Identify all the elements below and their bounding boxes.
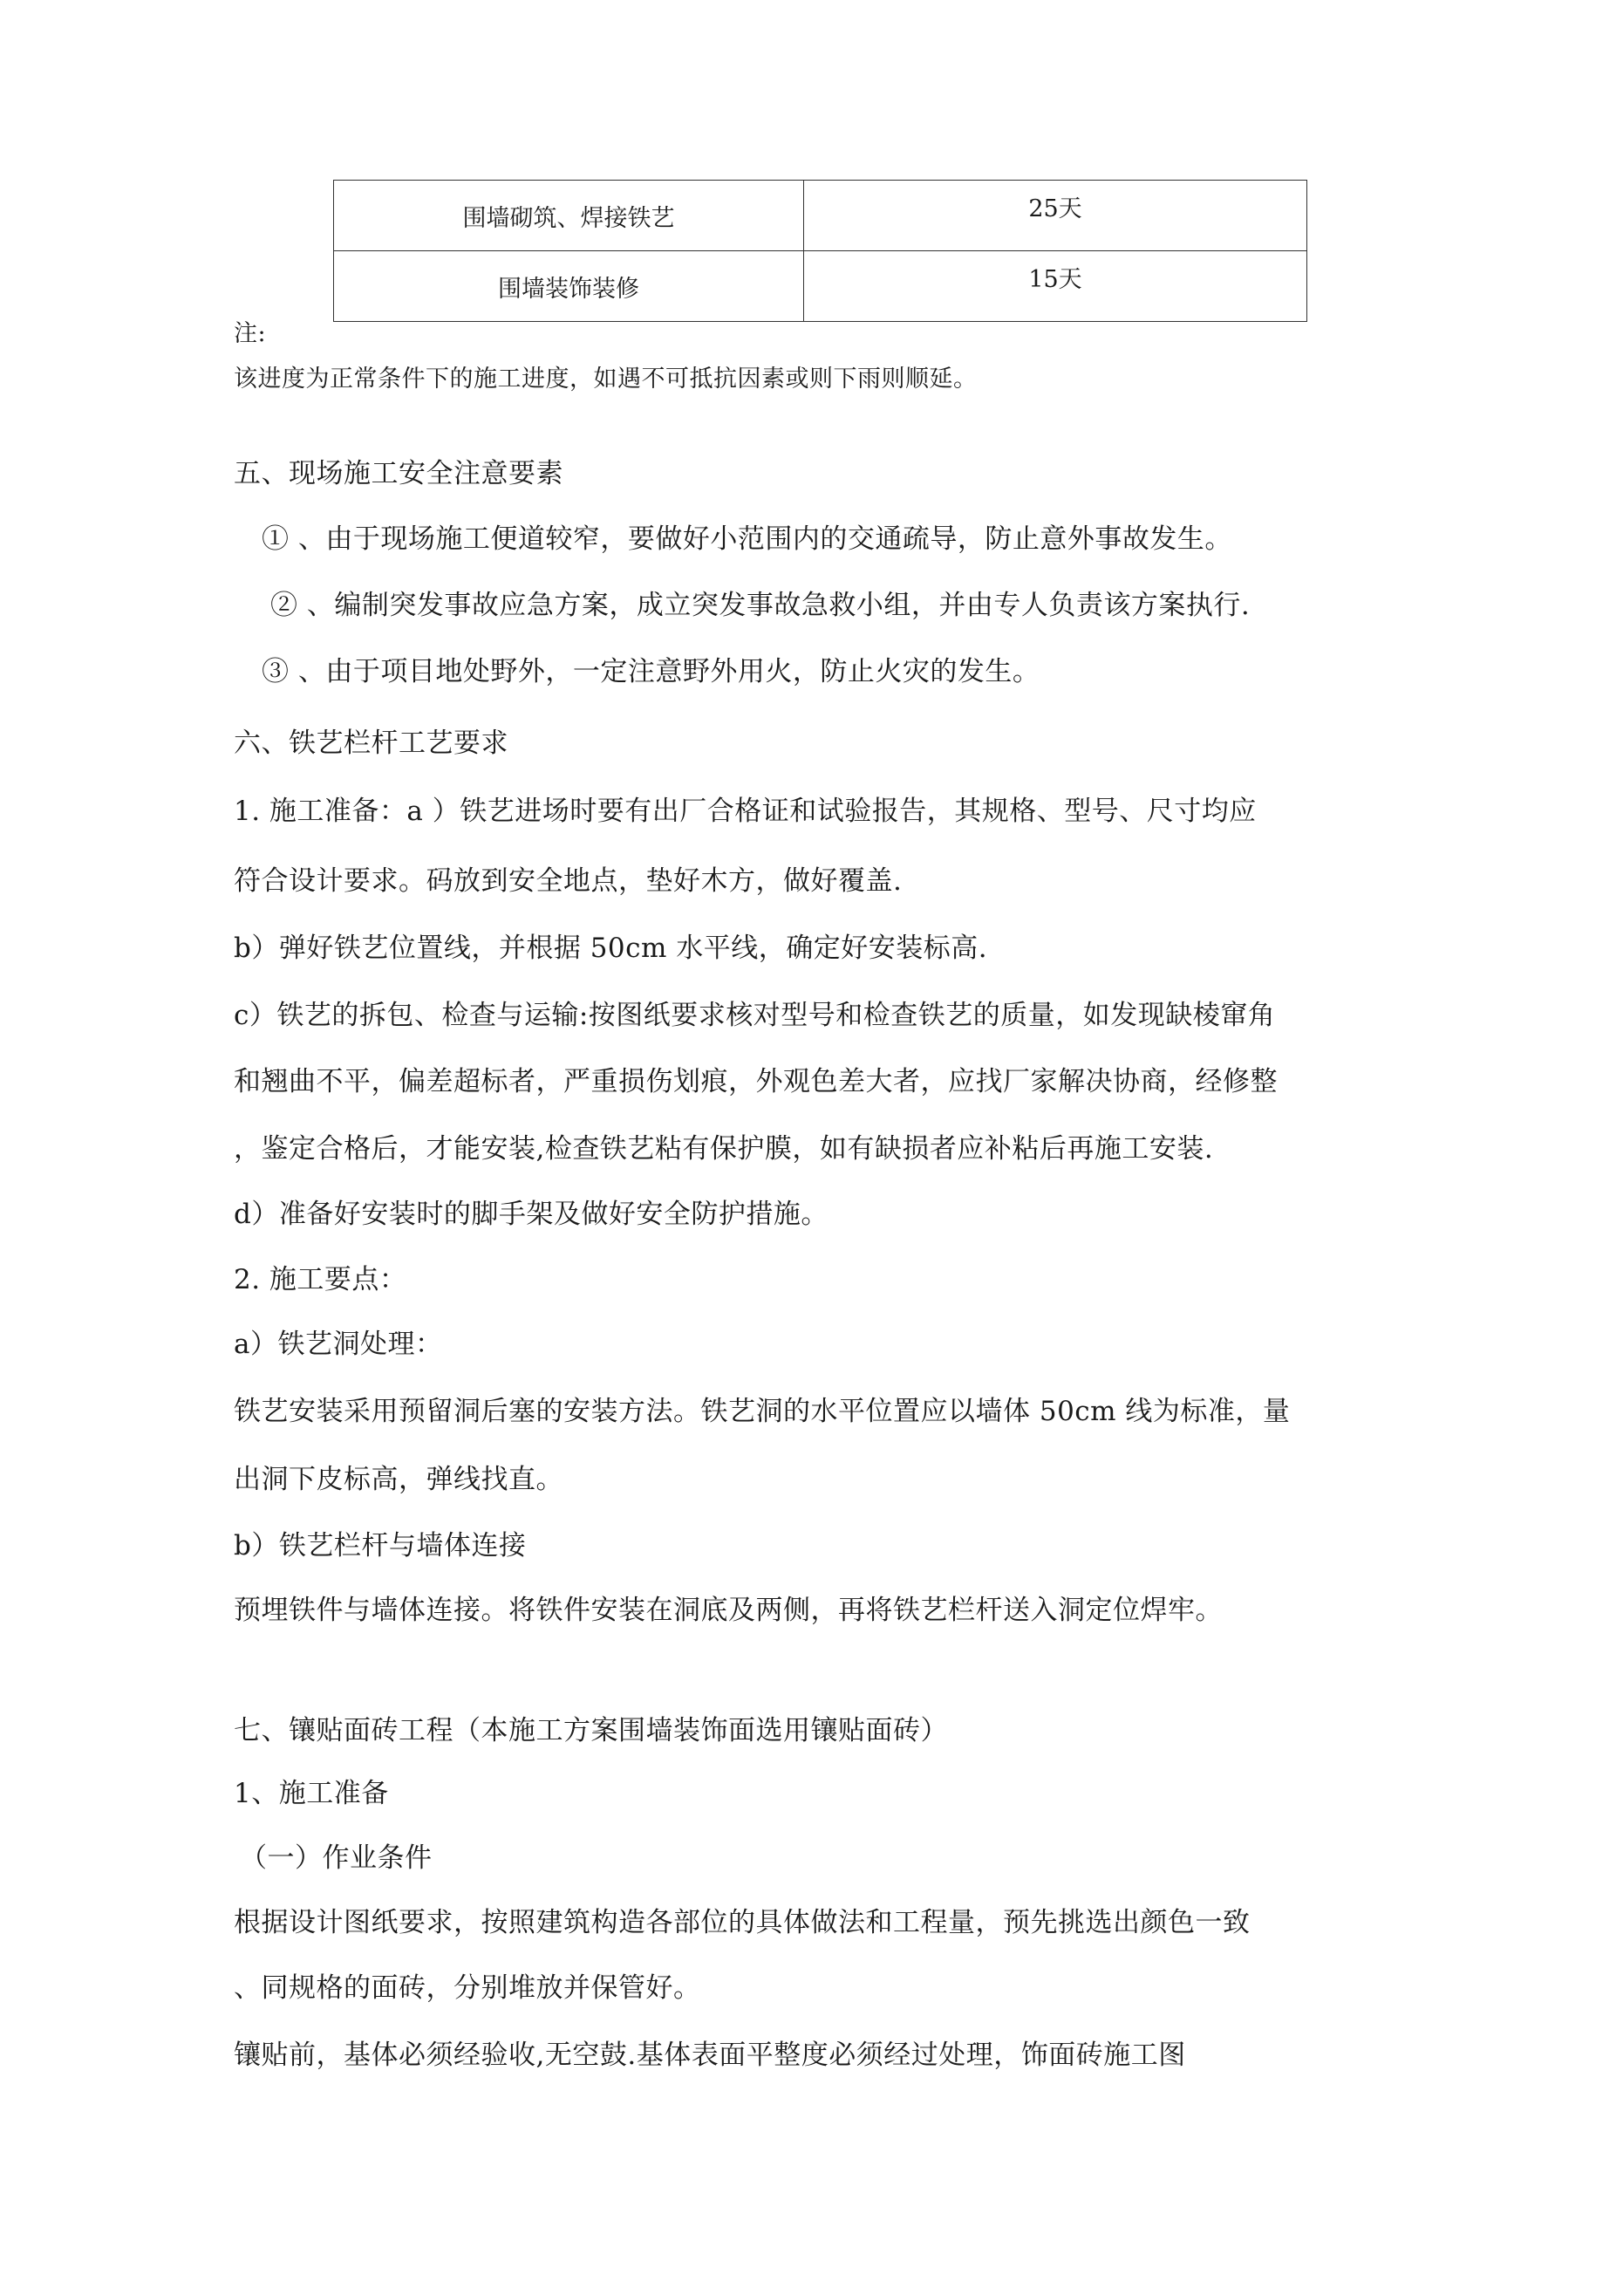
paragraph-line: c）铁艺的拆包、检查与运输:按图纸要求核对型号和检查铁艺的质量，如发现缺棱窜角 xyxy=(234,1000,1276,1031)
paragraph-line: 镶贴前，基体必须经验收,无空鼓.基体表面平整度必须经过处理，饰面砖施工图 xyxy=(234,2040,1186,2071)
paragraph-line: 出洞下皮标高，弹线找直。 xyxy=(234,1464,563,1495)
task-cell: 围墙砌筑、焊接铁艺 xyxy=(334,181,804,251)
duration-cell: 25天 xyxy=(804,181,1307,251)
list-item: ② 、编制突发事故应急方案，成立突发事故急救小组，并由专人负责该方案执行. xyxy=(270,590,1251,621)
note-label: 注: xyxy=(234,320,267,347)
section-heading: 六、铁艺栏杆工艺要求 xyxy=(234,728,508,759)
paragraph-line: 1、施工准备 xyxy=(234,1778,389,1809)
paragraph-line: （一）作业条件 xyxy=(240,1842,433,1874)
paragraph-line: b）铁艺栏杆与墙体连接 xyxy=(234,1530,527,1561)
schedule-table xyxy=(333,180,1307,322)
paragraph-line: 2. 施工要点： xyxy=(234,1264,407,1295)
paragraph-line: b）弹好铁艺位置线，并根据 50cm 水平线，确定好安装标高. xyxy=(234,933,988,964)
list-item: ① 、由于现场施工便道较窄，要做好小范围内的交通疏导，防止意外事故发生。 xyxy=(262,523,1232,555)
section-heading: 七、镶贴面砖工程（本施工方案围墙装饰面选用镶贴面砖） xyxy=(234,1715,948,1746)
task-cell: 围墙装饰装修 xyxy=(334,251,804,322)
paragraph-line: 根据设计图纸要求，按照建筑构造各部位的具体做法和工程量，预先挑选出颜色一致 xyxy=(234,1907,1251,1938)
list-item: ③ 、由于项目地处野外，一定注意野外用火，防止火灾的发生。 xyxy=(262,656,1040,687)
paragraph-line: 铁艺安装采用预留洞后塞的安装方法。铁艺洞的水平位置应以墙体 50cm 线为标准，量 xyxy=(234,1396,1291,1427)
duration-cell: 15天 xyxy=(804,251,1307,322)
section-heading: 五、现场施工安全注意要素 xyxy=(234,458,563,489)
paragraph-line: 预埋铁件与墙体连接。将铁件安装在洞底及两侧，再将铁艺栏杆送入洞定位焊牢。 xyxy=(234,1595,1223,1626)
paragraph-line: ，鉴定合格后，才能安装,检查铁艺粘有保护膜，如有缺损者应补粘后再施工安装. xyxy=(234,1133,1214,1165)
paragraph-line: 1. 施工准备：a ）铁艺进场时要有出厂合格证和试验报告，其规格、型号、尺寸均应 xyxy=(234,796,1257,827)
table-row xyxy=(334,181,1307,251)
paragraph-line: 符合设计要求。码放到安全地点，垫好木方，做好覆盖. xyxy=(234,865,903,897)
table-row xyxy=(334,251,1307,322)
paragraph-line: 和翘曲不平，偏差超标者，严重损伤划痕，外观色差大者，应找厂家解决协商，经修整 xyxy=(234,1066,1278,1097)
paragraph-line: d）准备好安装时的脚手架及做好安全防护措施。 xyxy=(234,1199,829,1230)
paragraph-line: 、同规格的面砖，分别堆放并保管好。 xyxy=(234,1972,701,2004)
note-text: 该进度为正常条件下的施工进度，如遇不可抵抗因素或则下雨则顺延。 xyxy=(234,366,978,393)
paragraph-line: a）铁艺洞处理： xyxy=(234,1329,443,1360)
